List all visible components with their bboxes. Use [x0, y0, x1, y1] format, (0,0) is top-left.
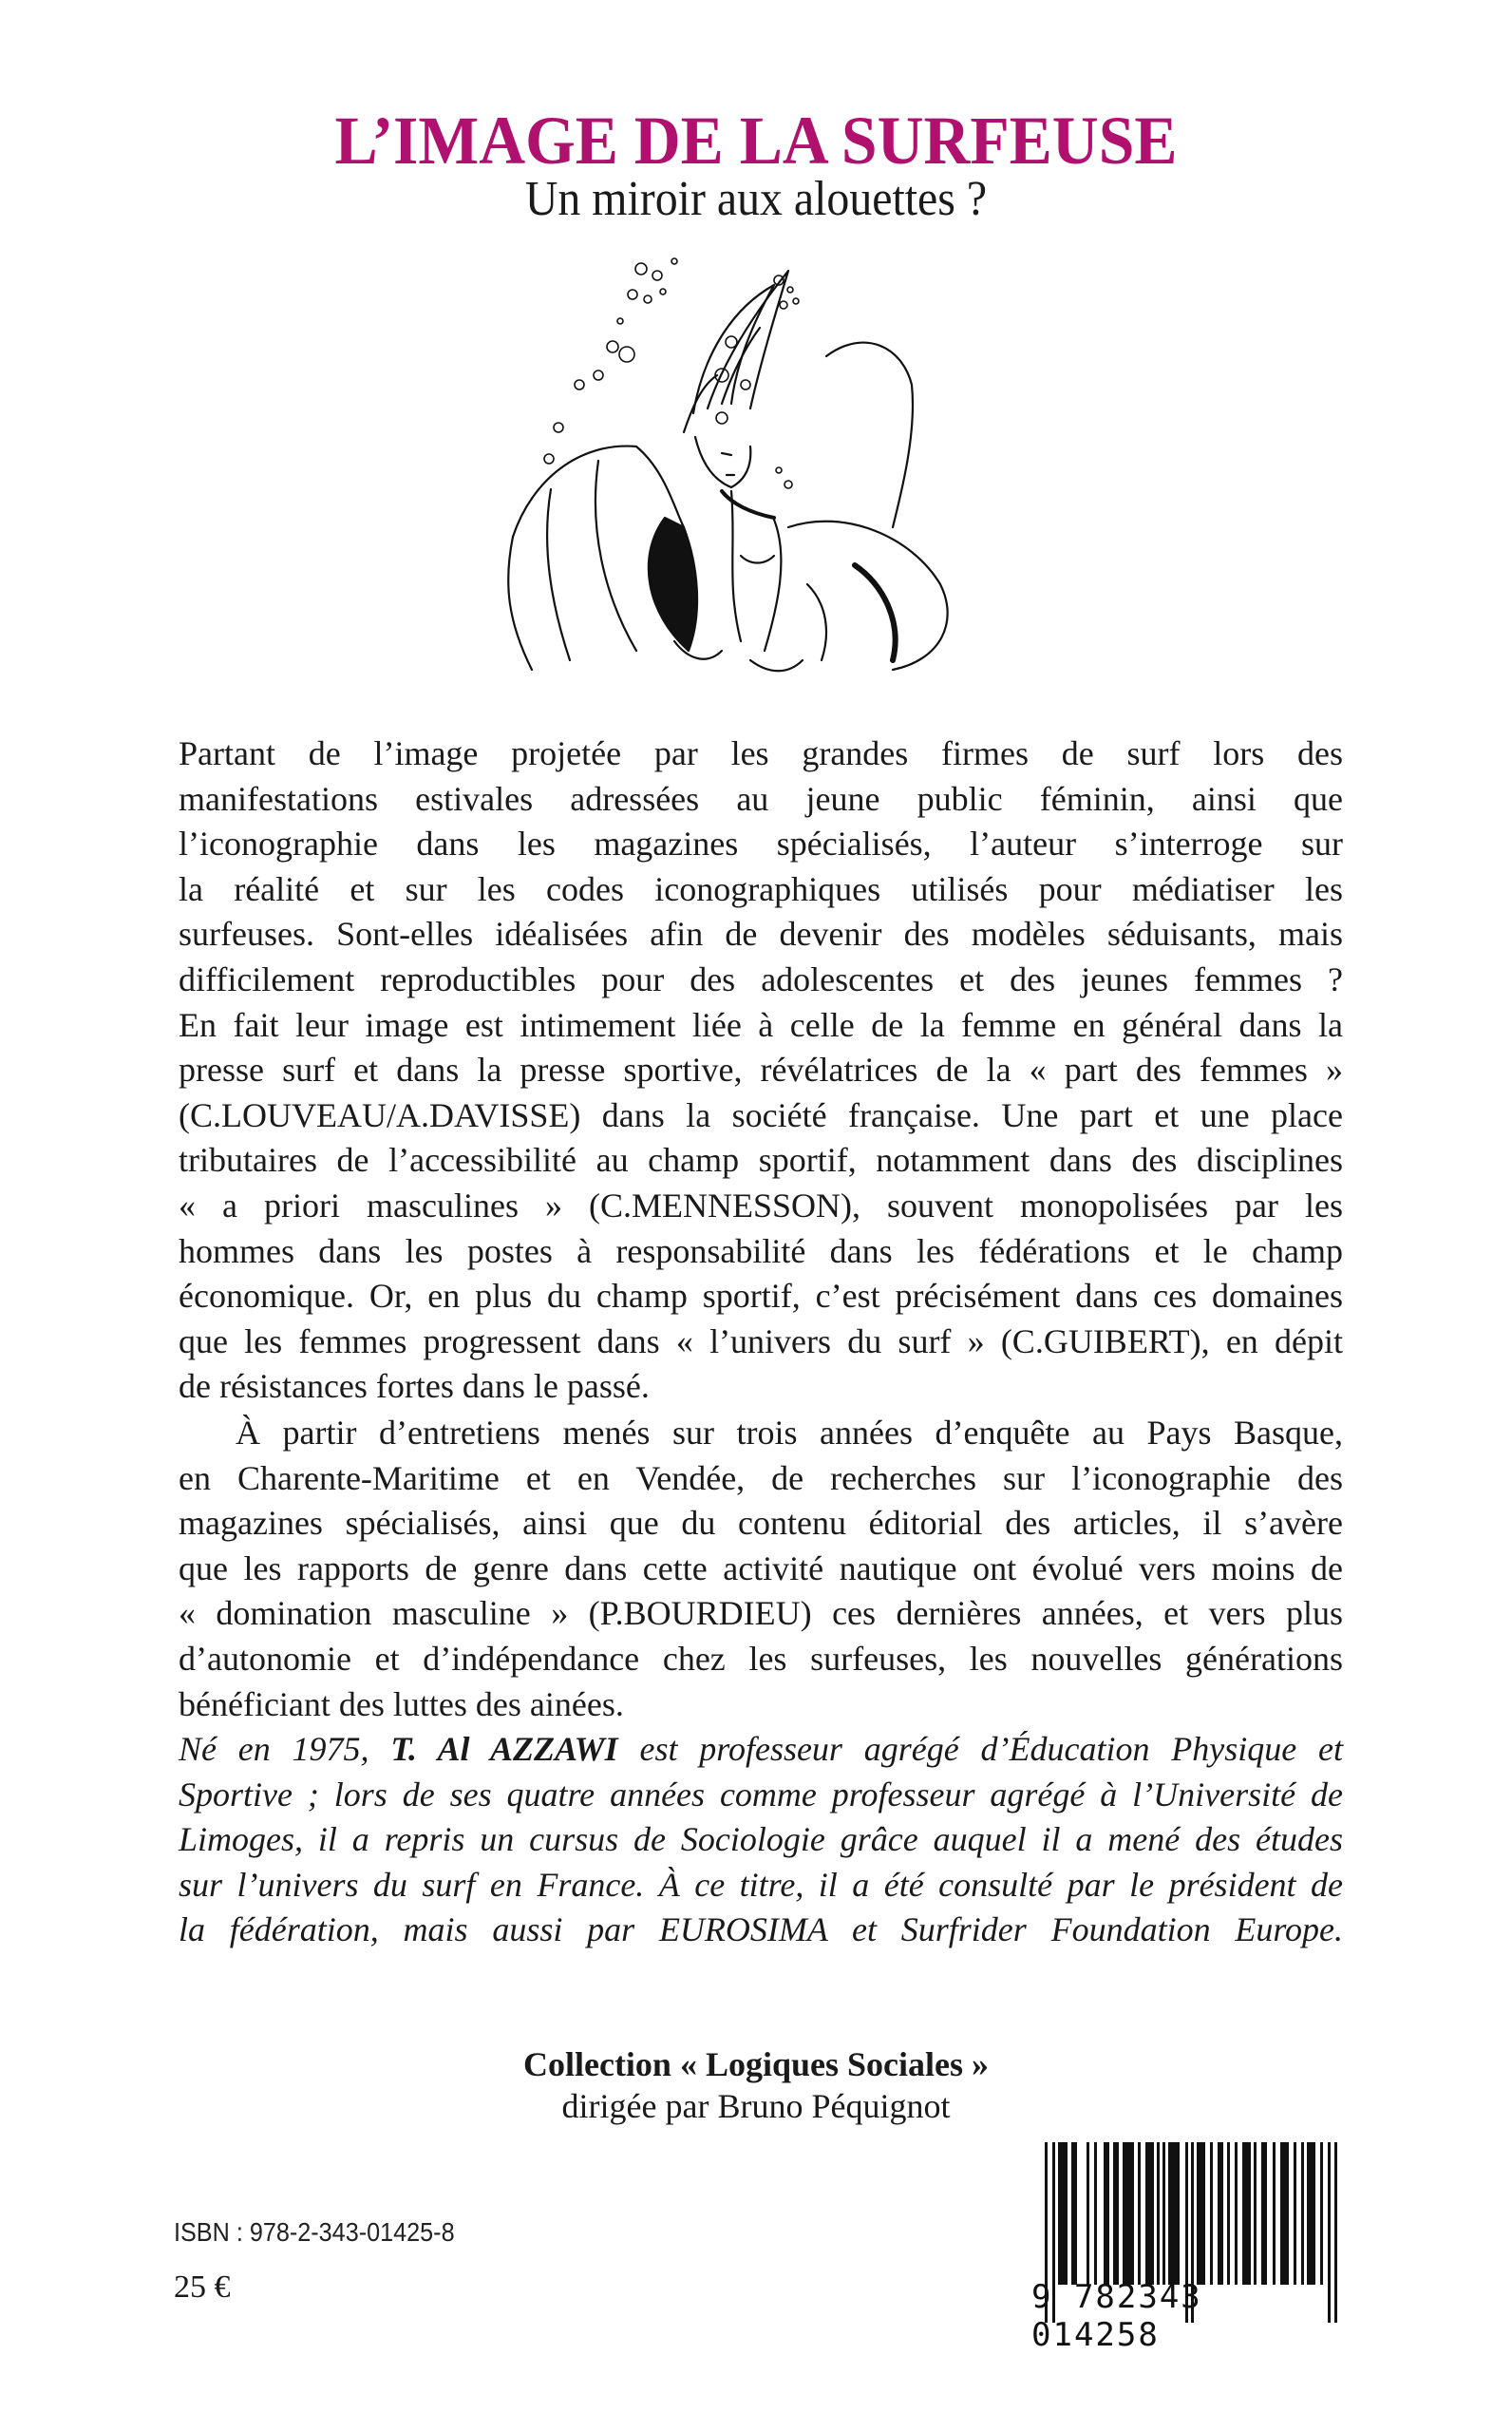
author-name: T. Al AZZAWI — [390, 1730, 618, 1768]
summary-line: (C.LOUVEAU/A.DAVISSE) dans la société française. Une part et une place — [179, 1095, 1343, 1134]
author-bio-line: la fédération, mais aussi par EUROSIMA et Surfrider Foundation Europe. — [179, 1910, 1343, 1949]
summary-line: manifestations estivales adressées au jeune public féminin, ainsi que — [179, 779, 1343, 818]
summary-line: « a priori masculines » (C.MENNESSON), souvent monopolisées par les — [179, 1186, 1343, 1225]
summary-line: l’iconographie dans les magazines spécialisés, l’auteur s’interroge sur — [179, 825, 1343, 864]
barcode-digits: 9 782343 014258 — [1031, 2278, 1202, 2354]
isbn-label: ISBN : 978-2-343-01425-8 — [174, 2217, 455, 2247]
summary-line: surfeuses. Sont-elles idéalisées afin de devenir des modèles séduisants, mais — [179, 915, 1343, 954]
summary-line: magazines spécialisés, ainsi que du contenu éditorial des articles, il s’avère — [179, 1504, 1343, 1543]
summary-line: difficilement reproductibles pour des adolescentes et des jeunes femmes ? — [179, 959, 1343, 998]
author-bio-rest: est professeur agrégé d’Éducation Physique et — [617, 1730, 1343, 1768]
summary-line: tributaires de l’accessibilité au champ sportif, notamment dans des disciplines — [179, 1141, 1343, 1180]
summary-line: en Charente-Maritime et en Vendée, de recherches sur l’iconographie des — [179, 1458, 1343, 1497]
collection-name: Collection « Logiques Sociales » — [522, 2045, 989, 2083]
summary-line: de résistances fortes dans le passé. — [179, 1367, 650, 1406]
summary-line: À partir d’entretiens menés sur trois années d’enquête au Pays Basque, — [236, 1414, 1343, 1452]
book-title: L’IMAGE DE LA SURFEUSE — [334, 103, 1178, 179]
summary-line: que les femmes progressent dans « l’univers du surf » (C.GUIBERT), en dépit — [179, 1321, 1343, 1360]
summary-paragraph-2 — [179, 1411, 1343, 1727]
author-bio-prefix: Né en 1975, — [179, 1730, 391, 1768]
price-label: 25 € — [174, 2270, 231, 2305]
author-bio-line: sur l’univers du surf en France. À ce titre, il a été consulté par le président de — [179, 1865, 1343, 1904]
summary-line: En fait leur image est intimement liée à celle de la femme en général dans la — [179, 1005, 1343, 1044]
author-bio-line: Limoges, il a repris un cursus de Sociologie grâce auquel il a mené des études — [179, 1820, 1343, 1859]
ink-drawing-surfer-woman-icon — [446, 242, 1073, 679]
summary-paragraph-1 — [179, 731, 1343, 1410]
summary-line: que les rapports de genre dans cette activité nautique ont évolué vers moins de — [179, 1548, 1343, 1587]
summary-line: d’autonomie et d’indépendance chez les surfeuses, les nouvelles générations — [179, 1639, 1343, 1678]
summary-line: presse surf et dans la presse sportive, révélatrices de la « part des femmes » — [179, 1051, 1343, 1090]
summary-line: économique. Or, en plus du champ sportif, c’est précisément dans ces domaines — [179, 1277, 1343, 1316]
summary-line: « domination masculine » (P.BOURDIEU) ces dernières années, et vers plus — [179, 1594, 1343, 1633]
summary-line: la réalité et sur les codes iconographiques utilisés pour médiatiser les — [179, 869, 1343, 908]
summary-line: bénéficiant des luttes des ainées. — [179, 1684, 624, 1723]
author-bio — [179, 1727, 1343, 1953]
summary-line: Partant de l’image projetée par les grandes firmes de surf lors des — [179, 734, 1343, 772]
collection-director: dirigée par Bruno Péquignot — [561, 2087, 951, 2125]
author-bio-line: Sportive ; lors de ses quatre années comme professeur agrégé à l’Université de — [179, 1775, 1343, 1814]
author-bio-line — [179, 1727, 1343, 1773]
summary-line: hommes dans les postes à responsabilité dans les fédérations et le champ — [179, 1231, 1343, 1270]
book-subtitle: Un miroir aux alouettes ? — [524, 172, 988, 226]
